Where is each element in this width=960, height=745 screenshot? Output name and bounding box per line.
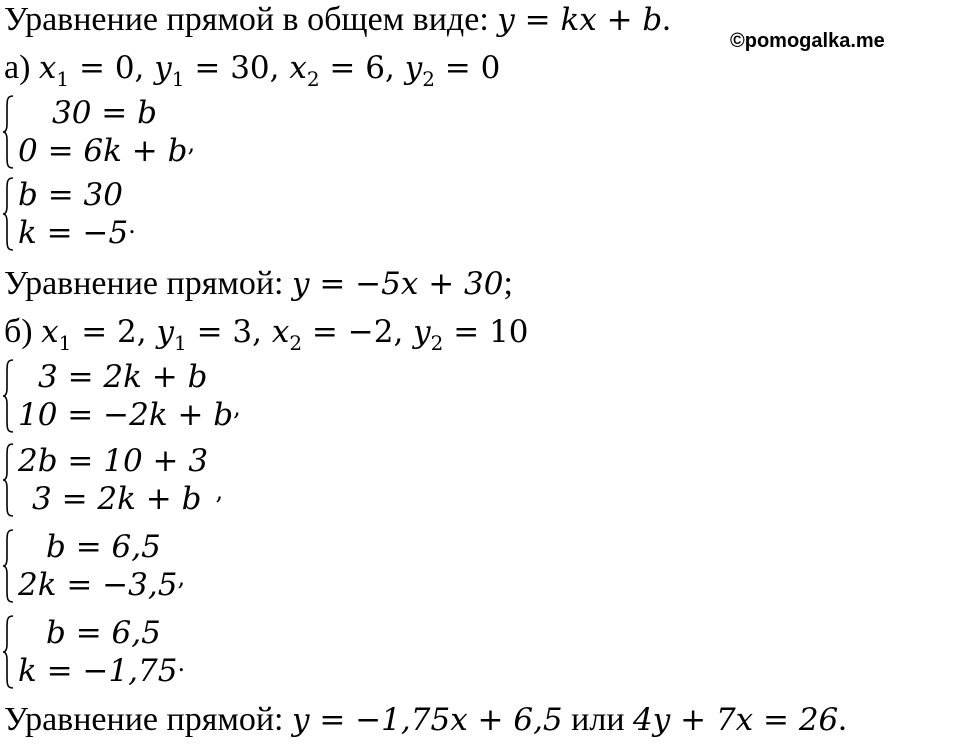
intro-formula: y = kx + b — [497, 2, 663, 38]
brace-icon — [2, 176, 14, 252]
equation: 10 = −2k + b, — [18, 393, 241, 433]
equation: k = −1,75. — [18, 649, 186, 689]
intro-text: Уравнение прямой в общем виде: — [4, 1, 498, 38]
part-b-answer: Уравнение прямой: y = −1,75x + 6,5 или 4y + 7x = 26. — [4, 701, 847, 738]
intro-line — [4, 0, 671, 40]
equation: b = 6,5 — [46, 615, 161, 651]
part-b-given-formula: $x_1 = 2$, $y_1 = 3$, $x_2 = -2$, $y_2 = 10$ — [41, 314, 529, 355]
brace-icon — [2, 528, 14, 604]
part-b-given — [4, 312, 529, 355]
part-a-answer: Уравнение прямой: y = −5x + 30; — [4, 265, 513, 302]
equation: k = −5. — [18, 211, 136, 251]
part-b-label: б) — [4, 313, 42, 350]
equation: 0 = 6k + b, — [18, 129, 196, 169]
equation: 3 = 2k + b , — [32, 477, 224, 517]
brace-icon — [2, 614, 14, 690]
equation: 2k = −3,5, — [18, 563, 186, 603]
brace-icon — [2, 94, 14, 170]
part-b-answer-formula-2: 4y + 7x = 26 — [633, 702, 839, 738]
part-a-given — [4, 48, 500, 91]
brace-icon — [2, 442, 14, 518]
equation: 2b = 10 + 3 — [18, 443, 209, 479]
watermark: ©pomogalka.me — [730, 30, 885, 52]
equation: 3 = 2k + b — [38, 359, 208, 395]
equation: b = 6,5 — [46, 529, 161, 565]
part-b-answer-formula: y = −1,75x + 6,5 — [292, 702, 563, 738]
part-a-label: а) — [4, 49, 39, 86]
part-a-answer-formula: y = −5x + 30 — [292, 266, 504, 302]
part-a-given-formula: $x_1 = 0$, $y_1 = 30$, $x_2 = 6$, $y_2 = 0$ — [38, 50, 501, 91]
brace-icon — [2, 358, 14, 434]
equation: 30 = b — [52, 95, 157, 131]
intro-end: . — [662, 1, 671, 38]
equation: b = 30 — [18, 177, 123, 213]
